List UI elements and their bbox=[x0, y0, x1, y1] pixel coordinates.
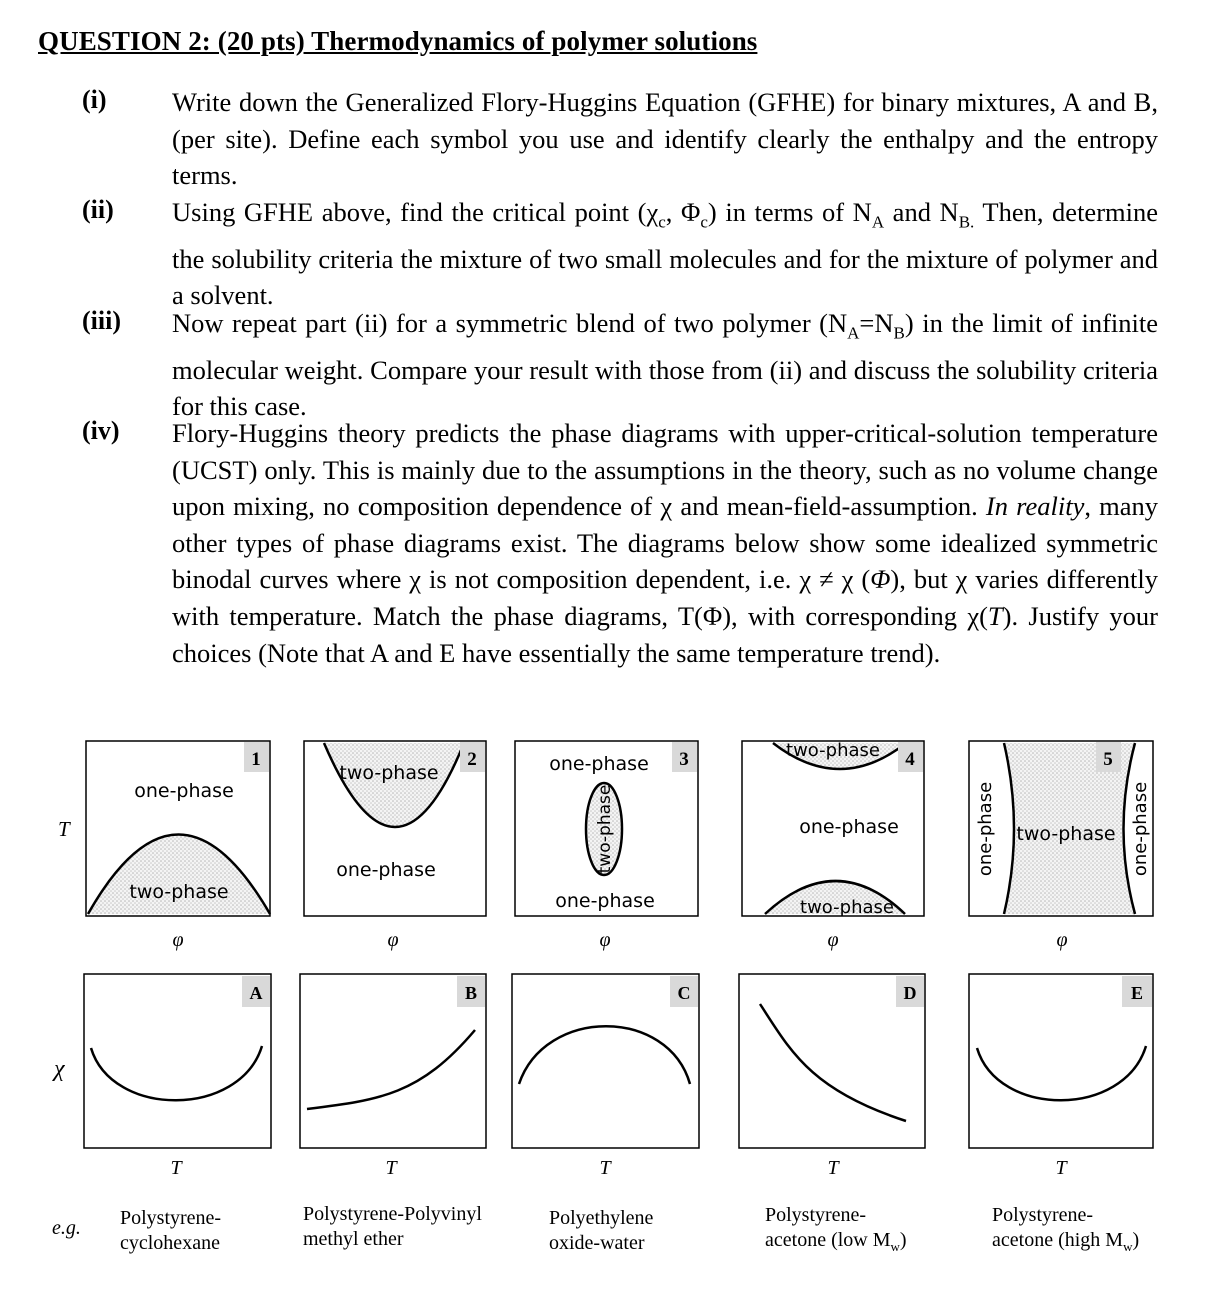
example-line: Polyethylene bbox=[549, 1207, 654, 1229]
row-label-chi: χ bbox=[54, 1056, 65, 1082]
example-E bbox=[992, 1203, 1139, 1259]
axis-label-T: T bbox=[170, 1157, 182, 1179]
part-text-iii: Now repeat part (ii) for a symmetric blend of two polymer $(N_A=N_B)$ in the limit of infinite molecular weight. Compare your result with those from (ii) and discuss the solubility criteria for this case. bbox=[172, 308, 1158, 422]
axis-label-phi: φ bbox=[1056, 929, 1068, 951]
chi-plot-C bbox=[512, 974, 699, 1179]
example-D bbox=[765, 1203, 907, 1259]
example-line: Polystyrene-Polyvinyl bbox=[303, 1203, 482, 1225]
phase-diagram-figure bbox=[0, 720, 1212, 1280]
example-line: Polystyrene- bbox=[765, 1204, 867, 1226]
region-label: one-phase bbox=[1130, 781, 1151, 877]
axis-label-T: T bbox=[827, 1157, 839, 1179]
region-label: one-phase bbox=[975, 781, 996, 877]
axis-label-T: T bbox=[599, 1157, 611, 1179]
example-line: acetone (high $M_w$) bbox=[992, 1229, 1140, 1254]
diagram-id: 1 bbox=[251, 749, 261, 770]
part-text-ii: Using GFHE above, find the critical point ($\chi_c$, $\Phi_c$) in terms of $N_A$ and $N_{B.}$ Then, determine the solubility criteria the mixture of two small molecules and for the mixture of polymer and a solvent. bbox=[172, 197, 1159, 311]
plot-id: D bbox=[903, 983, 917, 1003]
plot-id: B bbox=[464, 983, 478, 1003]
plot-id: E bbox=[1130, 983, 1144, 1003]
diagram-id: 4 bbox=[905, 749, 915, 770]
phase-diagram-1 bbox=[86, 741, 270, 951]
region-label: two-phase bbox=[129, 881, 229, 903]
part-text-i: Write down the Generalized Flory-Huggins Equation (GFHE) for binary mixtures, A and B, (per site). Define each symbol you use and identify clearly the enthalpy and the entropy terms. bbox=[172, 87, 1158, 191]
chi-plot-E bbox=[969, 974, 1153, 1179]
example-line: oxide-water bbox=[549, 1232, 645, 1254]
example-line: cyclohexane bbox=[120, 1232, 220, 1254]
axis-label-phi: φ bbox=[599, 929, 611, 951]
region-label: one-phase bbox=[549, 753, 649, 775]
example-line: methyl ether bbox=[303, 1228, 404, 1250]
axis-label-phi: φ bbox=[172, 929, 184, 951]
example-A bbox=[120, 1206, 221, 1256]
diagram-id: 2 bbox=[467, 749, 477, 770]
plot-id: C bbox=[677, 983, 691, 1003]
question-heading: QUESTION 2: (20 pts) Thermodynamics of polymer solutions bbox=[38, 26, 758, 56]
axis-label-phi: φ bbox=[387, 929, 399, 951]
region-label: two-phase bbox=[595, 784, 615, 874]
part-number-iv: (iv) bbox=[82, 416, 120, 445]
phase-diagram-4 bbox=[742, 740, 924, 951]
region-label: two-phase bbox=[786, 740, 880, 761]
phase-diagram-5 bbox=[969, 741, 1153, 951]
chi-plot-A bbox=[84, 974, 271, 1179]
region-label: one-phase bbox=[555, 890, 655, 912]
region-label: one-phase bbox=[336, 859, 436, 881]
example-C bbox=[549, 1206, 653, 1256]
axis-label-T: T bbox=[1055, 1157, 1067, 1179]
example-line: Polystyrene- bbox=[992, 1204, 1094, 1226]
diagram-id: 5 bbox=[1103, 749, 1113, 770]
region-label: two-phase bbox=[800, 897, 894, 918]
phase-diagram-3 bbox=[515, 741, 698, 951]
example-line: Polystyrene- bbox=[120, 1207, 222, 1229]
region-label: one-phase bbox=[799, 816, 899, 838]
part-number-ii: (ii) bbox=[82, 195, 114, 224]
axis-label-T: T bbox=[385, 1157, 397, 1179]
chi-plot-D bbox=[739, 974, 925, 1179]
example-line: acetone (low $M_w$) bbox=[765, 1229, 907, 1254]
plot-id: A bbox=[249, 983, 263, 1003]
part-text-iv: Flory-Huggins theory predicts the phase diagrams with upper-critical-solution temperature (UCST) only. This is mainly due to the assumptions in the theory, such as no volume change upon mixing, no composition dependence of χ and mean-field-assumption. In reality, many other types of phase diagrams exist. The diagrams below show some idealized symmetric binodal curves where χ is not composition dependent, i.e. χ ≠ χ (Φ), but χ varies differently with temperature. Match the phase diagrams, T(Φ), with corresponding χ(T). Justify your choices (Note that A and E have essentially the same temperature trend). bbox=[172, 418, 1158, 668]
eg-label: e.g. bbox=[52, 1217, 81, 1239]
axis-label-phi: φ bbox=[827, 929, 839, 951]
phase-diagram-2 bbox=[304, 741, 486, 951]
part-number-iii: (iii) bbox=[82, 306, 121, 335]
row-label-T: T bbox=[58, 817, 70, 841]
part-number-i: (i) bbox=[82, 85, 107, 114]
diagram-id: 3 bbox=[679, 749, 689, 770]
region-label: one-phase bbox=[134, 780, 234, 802]
example-B bbox=[303, 1202, 482, 1252]
region-label: two-phase bbox=[1016, 823, 1116, 845]
region-label: two-phase bbox=[339, 762, 439, 784]
chi-plot-B bbox=[300, 974, 486, 1179]
